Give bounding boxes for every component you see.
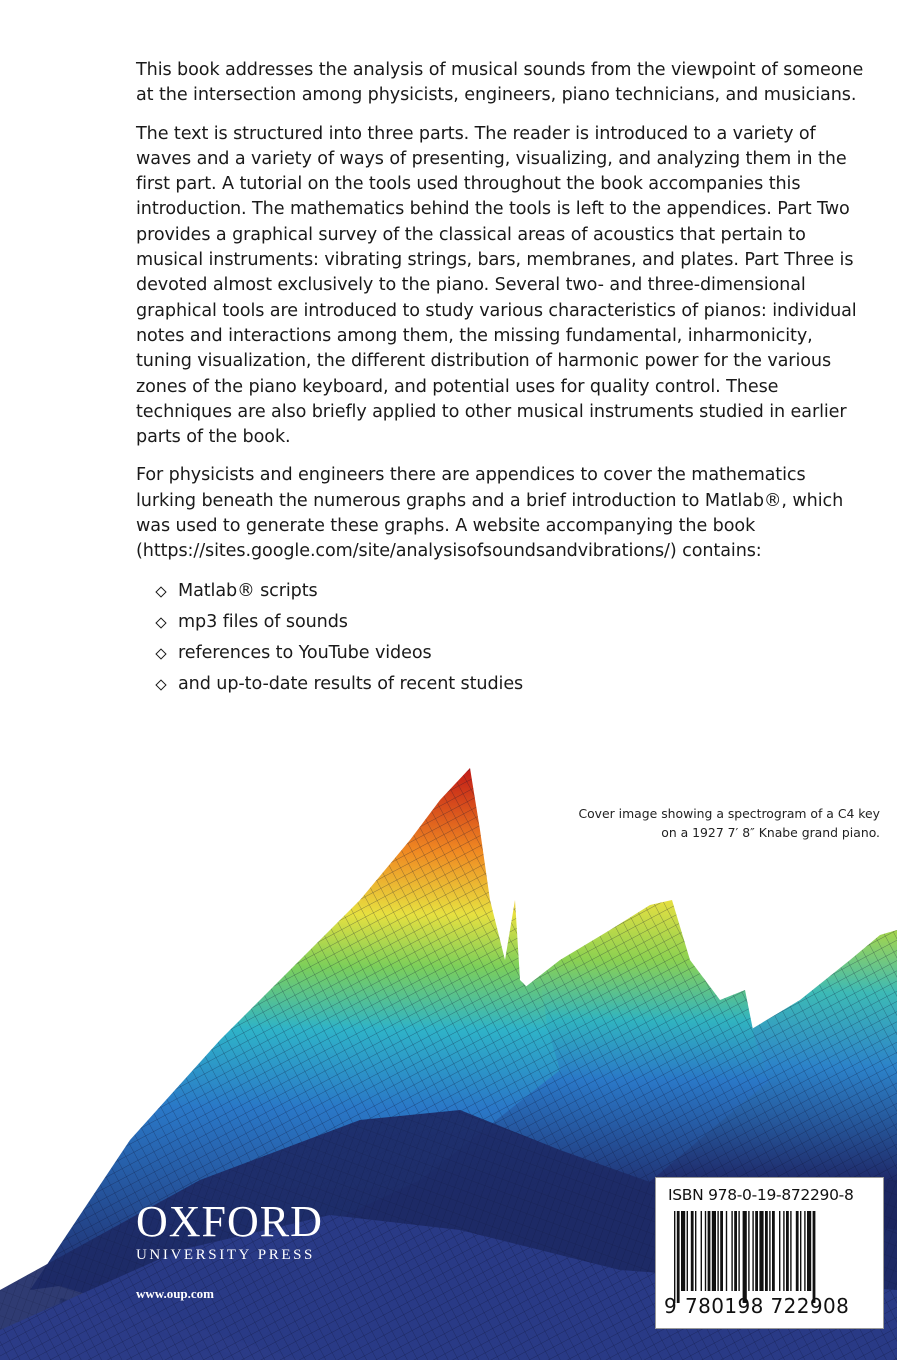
cover-image-caption — [500, 804, 880, 842]
barcode-bar — [720, 1211, 723, 1291]
barcode-bar — [687, 1211, 688, 1291]
blurb — [136, 58, 866, 703]
barcode-bar — [800, 1211, 801, 1291]
barcode-bar — [807, 1211, 811, 1291]
barcode-bar — [786, 1211, 789, 1291]
barcode-bar — [674, 1211, 675, 1303]
barcode-icon — [668, 1211, 874, 1307]
isbn-digit-first: 9 — [664, 1294, 678, 1318]
publisher-url: www.oup.com — [136, 1286, 215, 1301]
barcode-bar — [712, 1211, 716, 1291]
barcode-bar — [769, 1211, 770, 1291]
barcode-bar — [790, 1211, 791, 1291]
barcode-bar — [726, 1211, 727, 1291]
barcode-bar — [783, 1211, 784, 1291]
list-item-text: and up-to-date results of recent studies — [178, 673, 524, 694]
isbn-label: ISBN 978-0-19-872290-8 — [668, 1186, 854, 1204]
list-item — [136, 641, 866, 672]
barcode-bar — [701, 1211, 702, 1291]
barcode-bar — [708, 1211, 711, 1291]
blurb-paragraph-1: This book addresses the analysis of musical sounds from the viewpoint of someone at the intersection among physicists, engineers, piano technicians, and musicians. — [136, 60, 864, 106]
barcode-bar — [717, 1211, 718, 1291]
diamond-bullet-icon — [155, 648, 166, 659]
publisher-logo — [136, 1198, 323, 1302]
list-item-text: references to YouTube videos — [178, 642, 432, 663]
barcode-bar — [755, 1211, 758, 1291]
website-contents-list — [136, 579, 866, 703]
barcode-bar — [779, 1211, 780, 1291]
diamond-bullet-icon — [155, 679, 166, 690]
barcode-bar — [772, 1211, 775, 1291]
blurb-paragraph-3: For physicists and engineers there are appendices to cover the mathematics lurking beneath the numerous graphs and a brief introduction to Matlab®, which was used to generate these graphs. A website accompanying the book (https://sites.google.com/site/analysisofsoundsandvibrations/) contains: — [136, 465, 844, 562]
barcode-bar — [734, 1211, 737, 1291]
list-item — [136, 672, 866, 703]
barcode-bar — [681, 1211, 685, 1291]
barcode-bar — [705, 1211, 706, 1291]
isbn-barcode-box — [655, 1177, 884, 1329]
diamond-bullet-icon — [155, 586, 166, 597]
barcode-bar — [691, 1211, 694, 1291]
barcode-bar — [738, 1211, 739, 1291]
publisher-name: OXFORD — [136, 1197, 323, 1246]
barcode-bar — [677, 1211, 680, 1303]
barcode-bar — [813, 1211, 816, 1303]
barcode-bar — [765, 1211, 768, 1291]
barcode-bar — [731, 1211, 732, 1291]
isbn-digits-rest: 780198 722908 — [685, 1294, 850, 1318]
diamond-bullet-icon — [155, 617, 166, 628]
list-item-text: mp3 files of sounds — [178, 611, 348, 632]
publisher-subtitle: UNIVERSITY PRESS — [136, 1247, 315, 1263]
caption-line-2: on a 1927 7′ 8″ Knabe grand piano. — [661, 825, 880, 840]
list-item — [136, 579, 866, 610]
barcode-bar — [748, 1211, 749, 1291]
barcode-bar — [759, 1211, 763, 1291]
caption-line-1: Cover image showing a spectrogram of a C4 key — [578, 806, 880, 821]
blurb-paragraph-2: The text is structured into three parts. The reader is introduced to a variety of waves and a variety of ways of presenting, visualizing, and analyzing them in the first part. A tutorial on the tools used throughout the book accompanies this introduction. The mathematics behind the tools is left to the appendices. Part Two provides a graphical survey of the classical areas of acoustics that pertain to musical instruments: vibrating strings, bars, membranes, and plates. Part Three is devoted almost exclusively to the piano. Several two- and three-dimensional graphical tools are introduced to study various characteristics of pianos: individual notes and interactions among them, the missing fundamental, inharmonicity, tuning visualization, the different distribution of harmonic power for the various zones of the piano keyboard, and potential uses for quality control. These techniques are also briefly applied to other musical instruments studied in earlier parts of the book. — [136, 123, 857, 448]
list-item-text: Matlab® scripts — [178, 580, 318, 601]
barcode-bar — [695, 1211, 696, 1291]
barcode-bar — [804, 1211, 805, 1291]
list-item — [136, 610, 866, 641]
barcode-bar — [752, 1211, 753, 1291]
barcode-bar — [796, 1211, 799, 1291]
barcode-bar — [743, 1211, 747, 1303]
